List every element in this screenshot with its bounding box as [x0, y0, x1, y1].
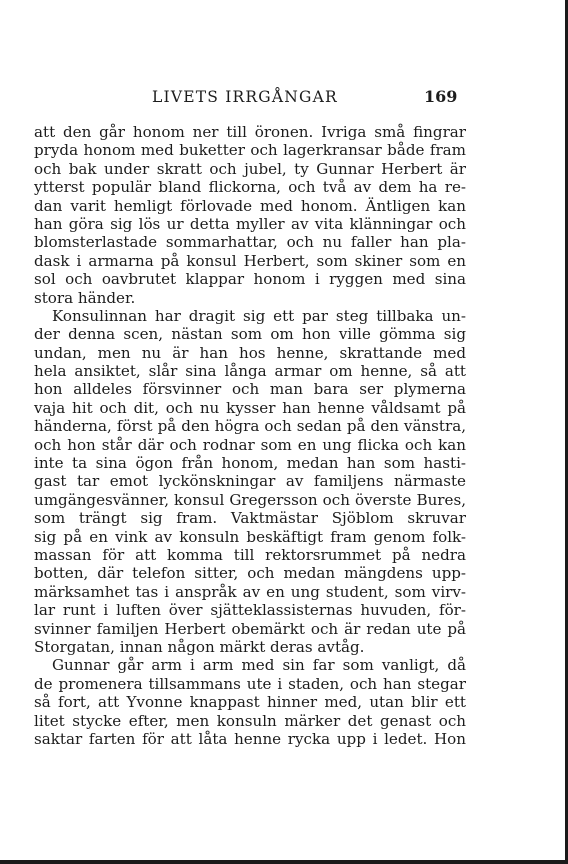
running-title: LIVETS IRRGÅNGAR [152, 88, 338, 106]
text-line: undan, men nu är han hos henne, skrattande med [34, 343, 466, 362]
text-line: inte ta sina ögon från honom, medan han som hasti- [34, 454, 466, 473]
text-line: han göra sig lös ur detta myller av vita klänningar och [34, 214, 466, 233]
text-line: och bak under skratt och jubel, ty Gunnar Herbert är [34, 159, 466, 178]
text-line: hon alldeles försvinner och man bara ser plymerna [34, 380, 466, 399]
text-line: pryda honom med buketter och lagerkransar både fram [34, 141, 466, 160]
text-line: hela ansiktet, slår sina långa armar om henne, så att [34, 362, 466, 381]
text-line: Storgatan, innan någon märkt deras avtåg. [34, 637, 365, 656]
text-line: saktar farten för att låta henne rycka upp i ledet. Hon [34, 729, 466, 748]
text-line: botten, där telefon sitter, och medan mängdens upp- [34, 564, 466, 583]
text-line: som trängt sig fram. Vaktmästar Sjöblom skruvar [34, 509, 466, 528]
text-line: sig på en vink av konsuln beskäftigt fram genom folk- [34, 527, 466, 546]
text-line: stora händer. [34, 288, 136, 307]
body-text [34, 123, 466, 748]
scan-edge-bottom [0, 860, 568, 864]
text-line: Konsulinnan har dragit sig ett par steg tillbaka un- [52, 306, 466, 325]
text-line: så fort, att Yvonne knappast hinner med, utan blir ett [34, 693, 466, 712]
text-line: Gunnar går arm i arm med sin far som vanligt, då [52, 656, 466, 675]
text-line: der denna scen, nästan som om hon ville gömma sig [34, 325, 466, 344]
text-line: blomsterlastade sommarhattar, och nu faller han pla- [34, 233, 466, 252]
text-line: sol och oavbrutet klappar honom i ryggen med sina [34, 270, 466, 289]
text-line: ytterst populär bland flickorna, och två av dem ha re- [34, 178, 466, 197]
text-line: gast tar emot lyckönskningar av familjens närmaste [34, 472, 466, 491]
text-line: massan för att komma till rektorsrummet på nedra [34, 545, 466, 564]
text-line: svinner familjen Herbert obemärkt och är redan ute på [34, 619, 466, 638]
text-line: dan varit hemligt förlovade med honom. Äntligen kan [34, 196, 466, 215]
page-number: 169 [424, 87, 458, 106]
text-line: dask i armarna på konsul Herbert, som skiner som en [34, 251, 466, 270]
text-line: märksamhet tas i anspråk av en ung student, som virv- [34, 582, 466, 601]
text-line: händerna, först på den högra och sedan på den vänstra, [34, 417, 466, 436]
running-header [0, 88, 568, 112]
text-line: litet stycke efter, men konsuln märker det genast och [34, 711, 466, 730]
text-line: vaja hit och dit, och nu kysser han henne våldsamt på [34, 398, 466, 417]
text-line: umgängesvänner, konsul Gregersson och överste Bures, [34, 490, 466, 509]
text-line: att den går honom ner till öronen. Ivriga små fingrar [34, 123, 466, 141]
text-line: de promenera tillsammans ute i staden, och han stegar [34, 674, 466, 693]
text-line: lar runt i luften över sjätteklassisternas huvuden, för- [34, 601, 466, 620]
text-line: och hon står där och rodnar som en ung flicka och kan [34, 435, 466, 454]
